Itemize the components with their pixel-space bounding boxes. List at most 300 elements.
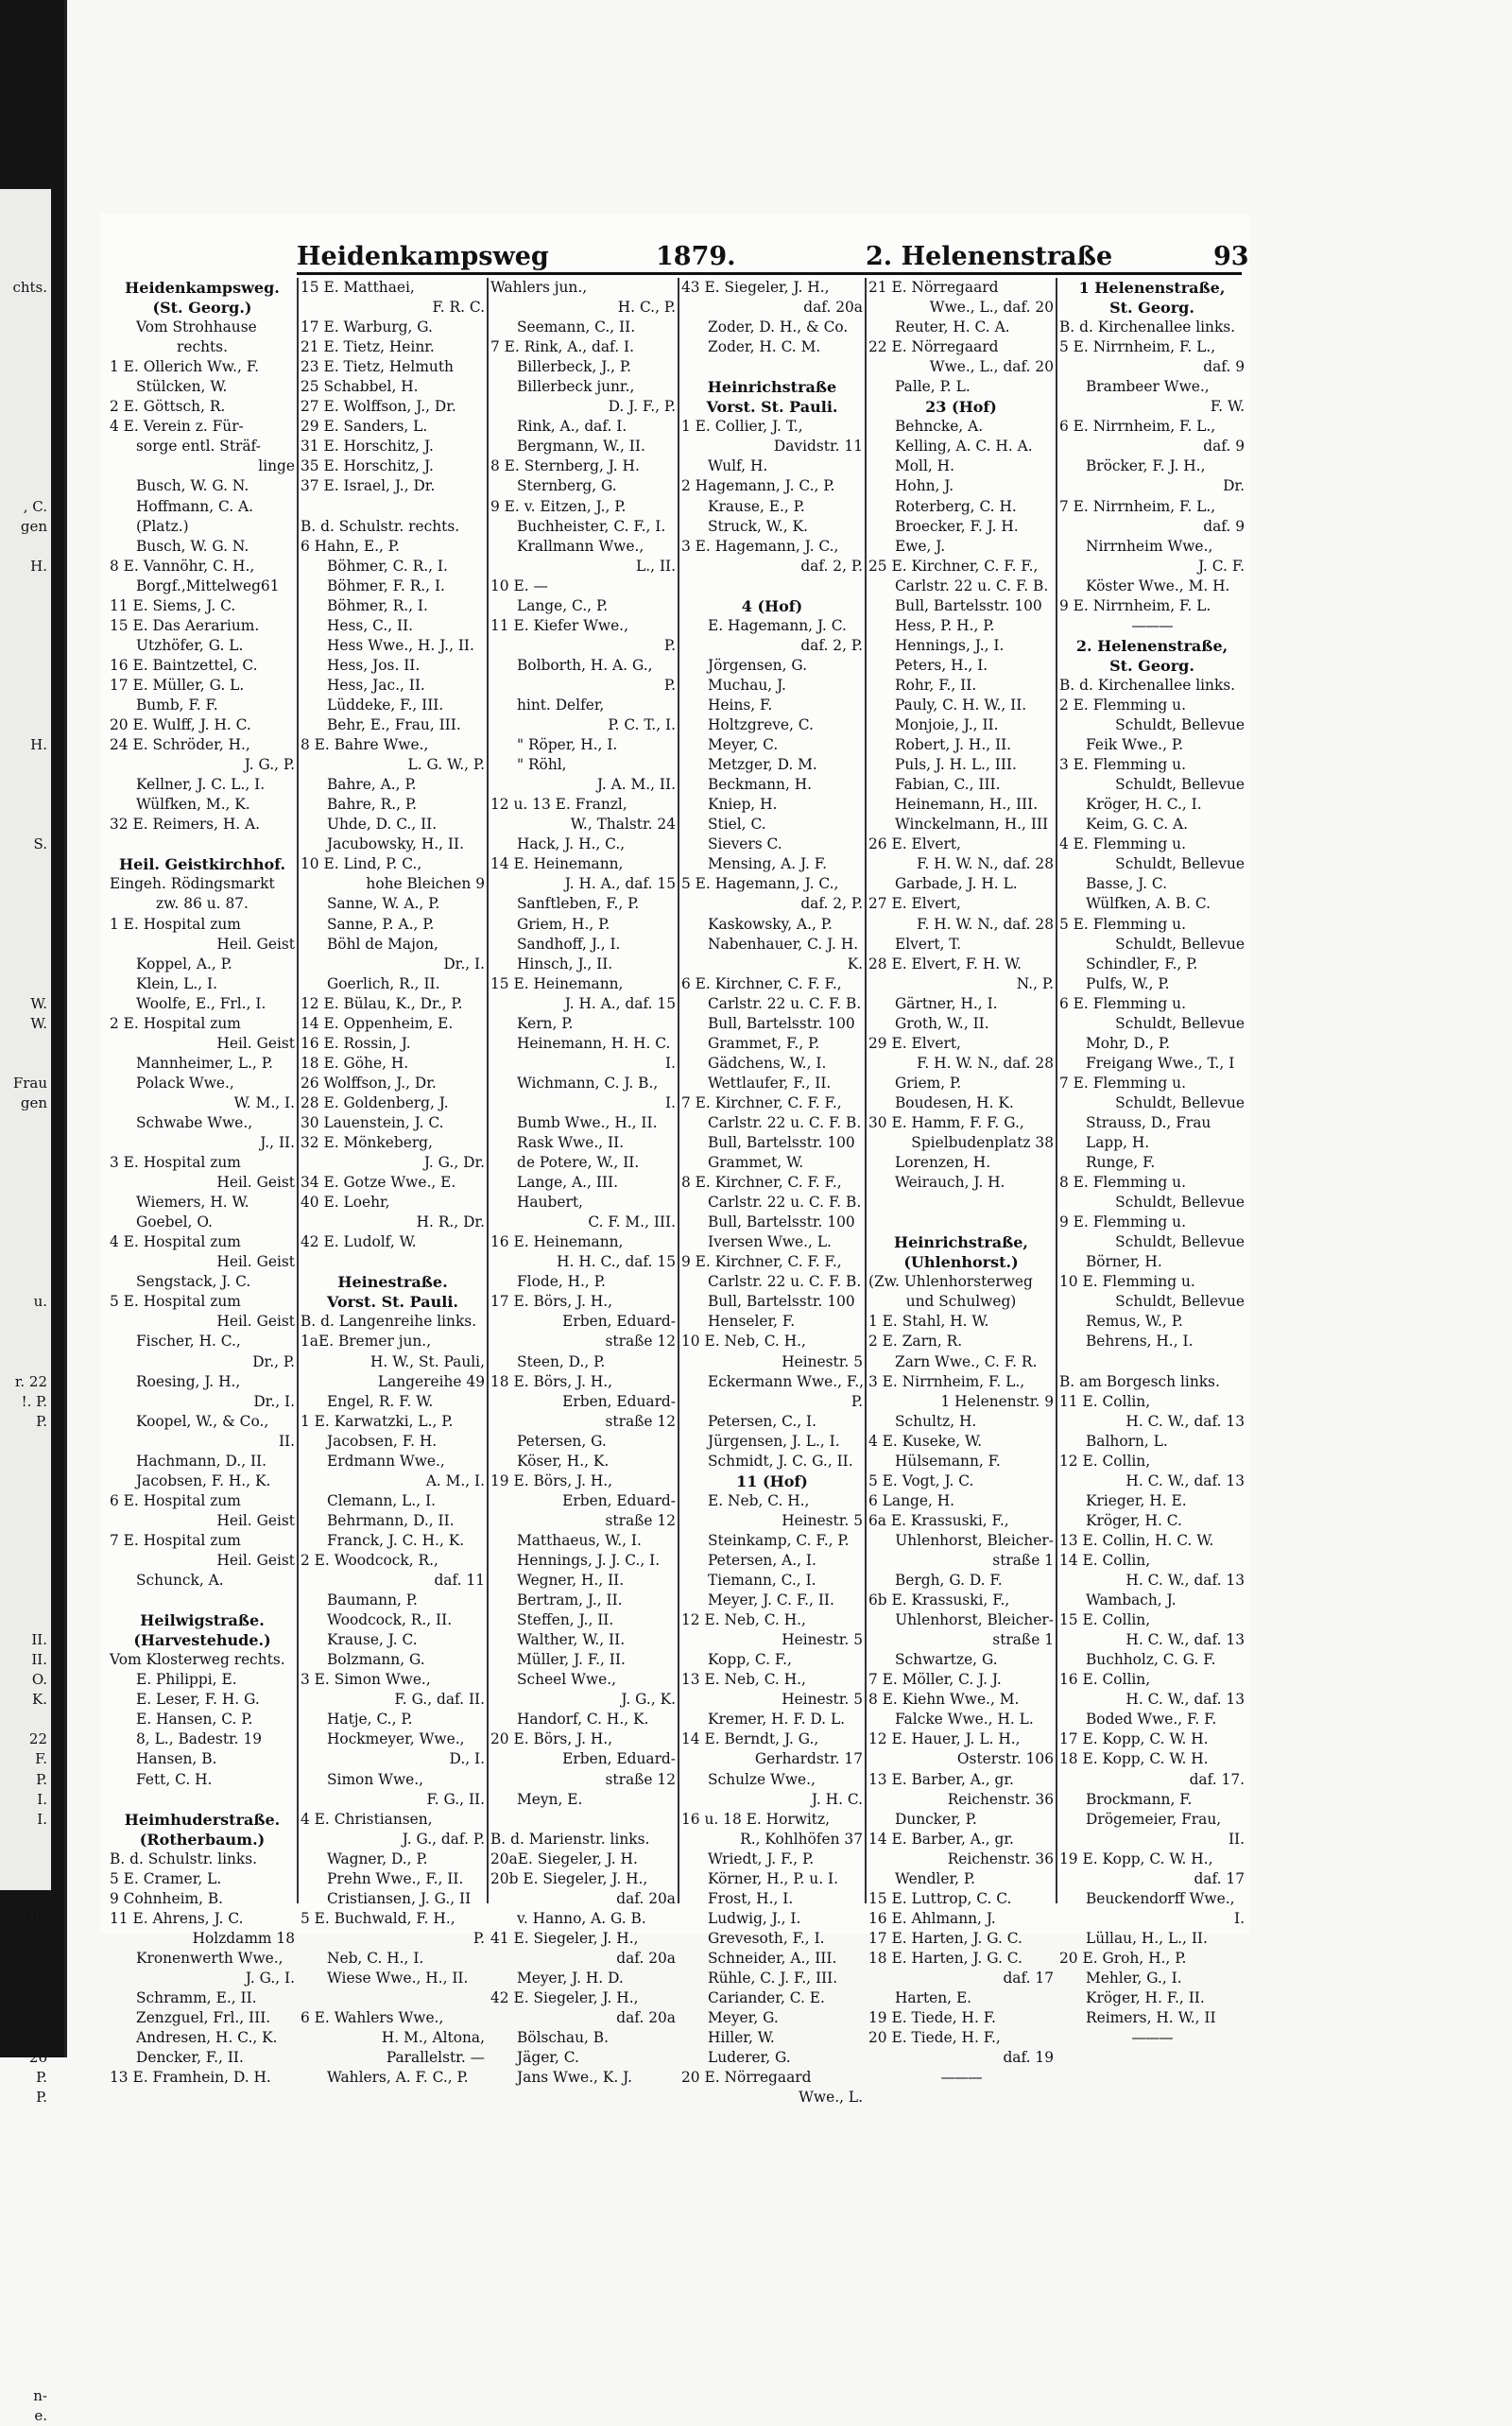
directory-entry-line: H. C. W., daf. 13 — [1125, 1631, 1245, 1649]
previous-page-fragment — [0, 1452, 51, 1471]
previous-page-fragment: 2 — [38, 1949, 47, 1967]
directory-entry-line: Schulze Wwe., — [708, 1770, 816, 1788]
previous-page-fragment — [0, 2167, 51, 2187]
directory-entry-line: Bröcker, F. J. H., — [1086, 457, 1206, 475]
directory-entry-line: 7 E. Flemming u. — [1059, 1074, 1186, 1092]
column-divider — [865, 278, 867, 1903]
directory-entry-line: Sengstack, J. C. — [136, 1273, 251, 1291]
directory-entry-line: B. d. Kirchenallee links. — [1059, 318, 1236, 336]
directory-entry-line: 17 E. Müller, G. L. — [110, 676, 245, 694]
directory-entry-line: daf. 2, P. — [800, 895, 863, 913]
street-heading: Heimhuderstraße. — [124, 1810, 281, 1829]
directory-column-4 — [681, 278, 864, 2107]
column-divider — [1056, 278, 1057, 1903]
directory-entry-line: 15 E. Matthaei, — [301, 279, 415, 296]
directory-entry-line: Grevesoth, F., I. — [708, 1929, 825, 1947]
running-header — [297, 242, 1249, 274]
directory-entry-line: Metzger, D. M. — [708, 756, 817, 774]
directory-entry-line: 21 E. Tietz, Heinr. — [301, 338, 435, 356]
directory-entry-line: Hansen, B. — [136, 1750, 217, 1768]
directory-entry-line: 1 E. Ollerich Ww., F. — [110, 358, 259, 376]
directory-entry-line: Zoder, D. H., & Co. — [708, 318, 849, 336]
directory-entry-line: N., P. — [1016, 974, 1054, 992]
directory-entry-line: 2 E. Hospital zum — [110, 1014, 241, 1032]
directory-entry-line: Jörgensen, G. — [708, 656, 808, 674]
directory-entry-line: Hennings, J. J. C., I. — [517, 1552, 661, 1569]
directory-entry-line: Hinsch, J., II. — [517, 955, 613, 972]
directory-entry-line — [1059, 1352, 1245, 1372]
directory-entry-line: Heinestr. 5 — [782, 1631, 863, 1649]
directory-entry-line: Reuter, H. C. A. — [895, 318, 1010, 336]
street-heading: St. Georg. — [1109, 299, 1194, 318]
previous-page-fragment — [0, 1929, 51, 1949]
previous-page-fragment — [0, 537, 51, 557]
directory-entry-line: 7 E. Hospital zum — [110, 1531, 241, 1549]
directory-entry-line: Lapp, H. — [1086, 1134, 1150, 1152]
directory-entry-line: H. R., Dr. — [416, 1213, 485, 1231]
directory-entry-line: F. G., daf. II. — [394, 1691, 485, 1709]
previous-page-fragment — [0, 1113, 51, 1133]
directory-entry-line: 4 E. Hospital zum — [110, 1233, 241, 1251]
directory-entry-line: Schultz, H. — [895, 1412, 977, 1430]
directory-entry-line: 4 E. Kuseke, W. — [868, 1432, 983, 1450]
directory-entry-line: 6 E. Hospital zum — [110, 1491, 241, 1509]
directory-entry-line: Clemann, L., I. — [327, 1491, 437, 1509]
street-heading: 2. Helenenstraße, — [1075, 636, 1228, 655]
directory-entry-line: 14 E. Heinemann, — [490, 855, 624, 873]
directory-entry-line: Hess, Jos. II. — [327, 656, 421, 674]
directory-entry-line: Behrens, H., I. — [1086, 1333, 1194, 1351]
directory-entry-line: Vom Klosterweg rechts. — [110, 1651, 285, 1669]
previous-page-fragment — [0, 894, 51, 914]
directory-entry-line: Wriedt, J. F., P. — [708, 1850, 815, 1867]
directory-entry-line: Struck, W., K. — [708, 517, 808, 535]
directory-entry-line: Börner, H. — [1086, 1253, 1162, 1271]
directory-entry-line: Meyer, C. — [708, 736, 779, 754]
directory-entry-line: Falcke Wwe., H. L. — [895, 1711, 1034, 1729]
directory-entry-line — [301, 1988, 485, 2008]
directory-entry-line: Meyn, E. — [517, 1790, 583, 1808]
previous-page-fragment — [0, 1034, 51, 1054]
previous-page-fragment: F. — [35, 1750, 47, 1768]
directory-entry-line: daf. 2, P. — [800, 636, 863, 654]
directory-entry-line: 6 E. Wahlers Wwe., — [301, 2009, 444, 2027]
directory-entry-line: Uhlenhorst, Bleicher- — [895, 1531, 1054, 1549]
directory-entry-line: Kern, P. — [517, 1014, 574, 1032]
directory-entry-line: Carlstr. 22 u. C. F. B. — [708, 1273, 862, 1291]
directory-entry-line: Erben, Eduard- — [562, 1491, 676, 1509]
directory-entry-line: Langereihe 49 — [377, 1372, 485, 1390]
directory-entry-line: Hiller, W. — [708, 2029, 775, 2047]
directory-entry-line: daf. 9 — [1203, 517, 1245, 535]
directory-entry-line: 7 E. Nirrnheim, F. L., — [1059, 497, 1216, 515]
directory-entry-line: Wiese Wwe., H., II. — [327, 1969, 469, 1987]
directory-entry-line — [110, 1790, 295, 1810]
previous-page-fragment — [0, 596, 51, 616]
directory-entry-line: Boded Wwe., F. F. — [1086, 1711, 1217, 1729]
header-year: 1879. — [656, 242, 736, 271]
previous-page-fragment: e. — [34, 2407, 47, 2425]
street-heading: Heinrichstraße, — [894, 1233, 1028, 1252]
previous-page-fragment: I. — [37, 1790, 47, 1808]
directory-entry-line: Kaskowsky, A., P. — [708, 915, 833, 933]
directory-entry-line: 2 E. Woodcock, R., — [301, 1552, 438, 1569]
directory-entry-line: Schindler, F., P. — [1086, 955, 1198, 972]
directory-entry-line: Behrmann, D., II. — [327, 1511, 455, 1529]
directory-entry-line: Brambeer Wwe., — [1086, 378, 1210, 396]
directory-entry-line: sorge entl. Sträf- — [136, 438, 261, 456]
previous-page-fragment — [0, 1889, 51, 1909]
directory-entry-line: 11 E. Siems, J. C. — [110, 596, 236, 614]
directory-entry-line: 26 Wolffson, J., Dr. — [301, 1074, 437, 1092]
directory-entry-line: P. — [663, 676, 676, 694]
previous-page-fragment — [0, 1213, 51, 1232]
directory-entry-line: 1 Helenenstr. 9 — [940, 1392, 1054, 1410]
directory-entry-line: Kopp, C. F., — [708, 1651, 792, 1669]
directory-entry-line: Matthaeus, W., I. — [517, 1531, 642, 1549]
directory-entry-line: 16 E. Collin, — [1059, 1671, 1151, 1689]
directory-entry-line: Simon Wwe., — [327, 1770, 424, 1788]
directory-entry-line: Utzhöfer, G. L. — [136, 636, 244, 654]
directory-entry-line: 32 E. Mönkeberg, — [301, 1134, 433, 1152]
directory-entry-line: 12 u. 13 E. Franzl, — [490, 796, 627, 814]
directory-entry-line: 23 E. Tietz, Helmuth — [301, 358, 454, 376]
header-rule — [297, 272, 1242, 275]
directory-entry-line: I. — [665, 1054, 676, 1072]
directory-entry-line: 15 E. Collin, — [1059, 1611, 1151, 1629]
directory-entry-line: 6 E. Flemming u. — [1059, 994, 1186, 1012]
directory-entry-line: Heil. Geist — [216, 1511, 295, 1529]
directory-entry-line: W., Thalstr. 24 — [570, 816, 676, 834]
directory-entry-line: Polack Wwe., — [136, 1074, 234, 1092]
directory-entry-line: 3 E. Nirrnheim, F. L., — [868, 1372, 1025, 1390]
directory-entry-line: 6 Hahn, E., P. — [301, 537, 400, 555]
directory-entry-line: 6b E. Krassuski, F., — [868, 1592, 1010, 1609]
directory-entry-line: 9 E. Flemming u. — [1059, 1213, 1186, 1231]
directory-entry-line: 5 E. Buchwald, F. H., — [301, 1909, 455, 1927]
directory-entry-line: F. H. W. N., daf. 28 — [917, 1054, 1054, 1072]
previous-page-fragment — [0, 576, 51, 596]
directory-entry-line: 18 E. Göhe, H. — [301, 1054, 409, 1072]
previous-page-fragment — [0, 377, 51, 397]
previous-page-fragment — [0, 1471, 51, 1491]
directory-entry-line: Puls, J. H. L., III. — [895, 756, 1017, 774]
directory-entry-line: 19 E. Kopp, C. W. H., — [1059, 1850, 1213, 1867]
previous-page-fragment — [0, 2188, 51, 2208]
previous-page-fragment — [0, 696, 51, 715]
directory-entry-line: (Zw. Uhlenhorsterweg — [868, 1273, 1033, 1291]
directory-entry-line: hohe Bleichen 9 — [366, 875, 485, 893]
directory-entry-line: Fett, C. H. — [136, 1770, 213, 1788]
directory-column-1 — [110, 278, 295, 2087]
directory-entry-line: Heil. Geist — [216, 935, 295, 953]
directory-entry-line: Hess, P. H., P. — [895, 616, 995, 634]
previous-page-fragment — [0, 2127, 51, 2147]
directory-entry-line: 3 E. Simon Wwe., — [301, 1671, 431, 1689]
directory-entry-line: Köster Wwe., M. H. — [1086, 576, 1230, 594]
previous-page-fragment — [0, 2287, 51, 2307]
directory-entry-line: 7 E. Rink, A., daf. I. — [490, 338, 634, 356]
directory-entry-line: I. — [1234, 1909, 1245, 1927]
directory-entry-line: Bergh, G. D. F. — [895, 1572, 1003, 1590]
directory-entry-line: 5 E. Hospital zum — [110, 1293, 241, 1311]
directory-entry-line: Carlstr. 22 u. C. F. B. — [708, 1113, 862, 1131]
previous-page-fragment — [0, 974, 51, 994]
previous-page-fragment — [0, 1511, 51, 1531]
directory-entry-line: Balhorn, L. — [1086, 1432, 1168, 1450]
directory-entry-line: D., I. — [449, 1750, 485, 1768]
directory-entry-line: Steen, D., P. — [517, 1352, 606, 1370]
directory-entry-line: 28 E. Elvert, F. H. W. — [868, 955, 1022, 972]
directory-entry-line: 2 E. Göttsch, R. — [110, 398, 226, 416]
directory-entry-line: Wichmann, C. J. B., — [517, 1074, 659, 1092]
directory-entry-line: 1 E. Karwatzki, L., P. — [301, 1412, 454, 1430]
directory-entry-line: Billerbeck, J., P. — [517, 358, 632, 376]
previous-page-fragment: gen — [20, 517, 47, 535]
directory-entry-line: daf. 9 — [1203, 438, 1245, 456]
directory-entry-line: W. M., I. — [233, 1093, 295, 1111]
directory-entry-line: Uhlenhorst, Bleicher- — [895, 1611, 1054, 1629]
directory-entry-line: J. G., I. — [245, 1969, 295, 1987]
directory-entry-line: J. H. A., daf. 15 — [564, 994, 676, 1012]
previous-page-fragment: P. — [36, 2089, 47, 2107]
directory-entry-line — [110, 834, 295, 854]
directory-entry-line: 4 E. Verein z. Für- — [110, 418, 244, 436]
directory-entry-line: Hatje, C., P. — [327, 1711, 413, 1729]
directory-entry-line: daf. 20a — [803, 299, 863, 317]
directory-entry-line: 1 E. Hospital zum — [110, 915, 241, 933]
directory-entry-line: 27 E. Wolffson, J., Dr. — [301, 398, 456, 416]
directory-entry-line: Engel, R. F. W. — [327, 1392, 434, 1410]
previous-page-fragment — [0, 357, 51, 377]
directory-entry-line — [681, 576, 863, 596]
directory-entry-line: Jacubowsky, H., II. — [327, 835, 464, 853]
directory-entry-line: H. C. W., daf. 13 — [1125, 1471, 1245, 1489]
directory-entry-line: Handorf, C. H., K. — [517, 1711, 649, 1729]
directory-entry-line: Cariander, C. E. — [708, 1989, 825, 2007]
previous-page-fragment — [0, 2008, 51, 2028]
directory-entry-line: 42 E. Ludolf, W. — [301, 1233, 417, 1251]
directory-entry-line: Stülcken, W. — [136, 378, 228, 396]
directory-entry-line: 10 E. — — [490, 576, 548, 594]
directory-entry-line: 3 E. Hagemann, J. C., — [681, 537, 839, 555]
directory-entry-line: Drögemeier, Frau, — [1086, 1810, 1222, 1828]
directory-entry-line: Bull, Bartelsstr. 100 — [708, 1213, 855, 1231]
directory-entry-line: Feik Wwe., P. — [1086, 736, 1183, 754]
directory-entry-line: Bertram, J., II. — [517, 1592, 623, 1609]
directory-entry-line: Beckmann, H. — [708, 776, 813, 794]
directory-entry-line: Holtzgreve, C. — [708, 716, 814, 734]
directory-entry-line: 20 E. Tiede, H. F., — [868, 2029, 1001, 2047]
previous-page-fragment: II. — [31, 1651, 47, 1669]
directory-entry-line: 20b E. Siegeler, J. H., — [490, 1869, 648, 1887]
column-divider — [678, 278, 679, 1903]
directory-entry-line: Garbade, J. H. L. — [895, 875, 1018, 893]
directory-entry-line: Brockmann, F. — [1086, 1790, 1193, 1808]
directory-entry-line: J. A. M., II. — [596, 776, 676, 794]
directory-entry-line: Hachmann, D., II. — [136, 1452, 267, 1470]
directory-entry-line: Hack, J. H., C., — [517, 835, 626, 853]
directory-entry-line: 6a E. Krassuski, F., — [868, 1511, 1009, 1529]
previous-page-fragment — [0, 397, 51, 417]
previous-page-fragment — [0, 1252, 51, 1272]
directory-entry-line: Palle, P. L. — [895, 378, 971, 396]
directory-entry-line — [301, 497, 485, 517]
directory-entry-line: Meyer, G. — [708, 2009, 779, 2027]
directory-entry-line: 7 E. Möller, C. J. J. — [868, 1671, 1002, 1689]
previous-page-fragment — [0, 636, 51, 656]
directory-entry-line: Reichenstr. 36 — [947, 1790, 1054, 1808]
previous-page-fragment — [0, 1491, 51, 1511]
directory-entry-line: 13 E. Barber, A., gr. — [868, 1770, 1014, 1788]
directory-entry-line: Heil. Geist — [216, 1253, 295, 1271]
directory-entry-line: Hohn, J. — [895, 477, 954, 495]
section-separator: ——— — [1131, 616, 1173, 634]
street-heading: Heinrichstraße — [707, 378, 837, 397]
directory-entry-line: Bolborth, H. A. G., — [517, 656, 653, 674]
street-heading: Heilwigstraße. — [140, 1611, 265, 1630]
directory-entry-line: L., II. — [636, 557, 676, 575]
directory-entry-line: Wahlers jun., — [490, 279, 588, 296]
previous-page-fragment: 22 — [28, 1730, 47, 1748]
directory-entry-line: Wülfken, M., K. — [136, 796, 250, 814]
previous-page-fragment — [0, 437, 51, 456]
previous-page-fragment — [0, 1551, 51, 1571]
previous-page-fragment — [0, 1710, 51, 1729]
directory-entry-line: Steffen, J., II. — [517, 1611, 614, 1629]
directory-entry-line: Wwe., L. — [799, 2089, 863, 2107]
directory-entry-line: Haubert, — [517, 1194, 583, 1212]
directory-entry-line: Freigang Wwe., T., I — [1086, 1054, 1235, 1072]
previous-page-fragment — [0, 337, 51, 357]
directory-entry-line: 5 E. Flemming u. — [1059, 915, 1186, 933]
previous-page-fragment: S. — [33, 835, 47, 853]
previous-page-fragment — [0, 616, 51, 636]
previous-page-fragment — [0, 1332, 51, 1351]
directory-entry-line: Behncke, A. — [895, 418, 984, 436]
directory-entry-line: Gädchens, W., I. — [708, 1054, 827, 1072]
directory-entry-line: 40 E. Loehr, — [301, 1194, 390, 1212]
previous-page-fragment — [0, 1133, 51, 1153]
directory-entry-line: Heil. Geist — [216, 1313, 295, 1331]
directory-entry-line: Iversen Wwe., L. — [708, 1233, 832, 1251]
directory-entry-line: zw. 86 u. 87. — [156, 895, 249, 913]
previous-page-fragment: H. — [30, 736, 47, 754]
directory-entry-line: Carlstr. 22 u. C. F. B. — [895, 576, 1049, 594]
directory-entry-line: 8 E. Bahre Wwe., — [301, 736, 429, 754]
directory-entry-line: F. H. W. N., daf. 28 — [917, 915, 1054, 933]
directory-column-3 — [490, 278, 676, 2087]
previous-page-fragment — [0, 1591, 51, 1610]
directory-entry-line: Dr., I. — [253, 1392, 295, 1410]
previous-page-fragment: chts. — [12, 279, 47, 296]
directory-entry-line: 10 E. Flemming u. — [1059, 1273, 1195, 1291]
directory-entry-line: straße 1 — [992, 1552, 1054, 1569]
directory-entry-line: Eckermann Wwe., F., — [708, 1372, 864, 1390]
directory-entry-line: 20 E. Nörregaard — [681, 2069, 812, 2087]
directory-entry-line: 9 Cohnheim, B. — [110, 1889, 224, 1907]
previous-page-fragment — [0, 298, 51, 318]
directory-entry-line: Prehn Wwe., F., II. — [327, 1869, 464, 1887]
directory-entry-line: hint. Delfer, — [517, 696, 605, 714]
directory-entry-line: Peters, H., I. — [895, 656, 988, 674]
directory-entry-line: H. W., St. Pauli, — [369, 1352, 485, 1370]
directory-entry-line: 8 E. Flemming u. — [1059, 1174, 1186, 1192]
directory-entry-line: Sievers C. — [708, 835, 782, 853]
directory-entry-line: 9 E. Nirrnheim, F. L. — [1059, 596, 1211, 614]
directory-entry-line: 17 E. Warburg, G. — [301, 318, 433, 336]
directory-entry-line: 18 E. Kopp, C. W. H. — [1059, 1750, 1209, 1768]
previous-page-fragment — [0, 676, 51, 696]
previous-page-fragment — [0, 656, 51, 676]
directory-entry-line: Wegner, H., II. — [517, 1572, 625, 1590]
directory-entry-line: 16 E. Rossin, J. — [301, 1034, 411, 1052]
directory-entry-line: II. — [278, 1432, 295, 1450]
previous-page-fragment — [0, 955, 51, 974]
directory-entry-line: straße 12 — [605, 1412, 676, 1430]
directory-entry-line: Mohr, D., P. — [1086, 1034, 1170, 1052]
directory-entry-line: Lange, A., III. — [517, 1174, 618, 1192]
directory-entry-line: Kröger, H. C. — [1086, 1511, 1182, 1529]
previous-page-fragment: W. — [30, 994, 47, 1012]
directory-entry-line: Heil. Geist — [216, 1552, 295, 1569]
directory-entry-line: Hülsemann, F. — [895, 1452, 1001, 1470]
directory-entry-line: 8 E. Kirchner, C. F. F., — [681, 1174, 842, 1192]
directory-entry-line: Andresen, H. C., K. — [136, 2029, 278, 2047]
directory-entry-line: Wulf, H. — [708, 457, 768, 475]
directory-entry-line: Schuldt, Bellevue — [1115, 855, 1245, 873]
directory-entry-line: 24 E. Schröder, H., — [110, 736, 250, 754]
directory-entry-line: Davidstr. 11 — [773, 438, 863, 456]
directory-entry-line: 16 E. Baintzettel, C. — [110, 656, 258, 674]
directory-entry-line: C. F. M., III. — [588, 1213, 676, 1231]
directory-entry-line: Hess, Jac., II. — [327, 676, 425, 694]
directory-entry-line: Fabian, C., III. — [895, 776, 1001, 794]
directory-entry-line: J. G., Dr. — [423, 1154, 485, 1172]
directory-entry-line: F. R. C. — [432, 299, 485, 317]
directory-entry-line: 18 E. Börs, J. H., — [490, 1372, 613, 1390]
directory-entry-line: Lüllau, H., L., II. — [1086, 1929, 1208, 1947]
page-number: 93 — [1213, 242, 1249, 271]
directory-entry-line: 13 E. Neb, C. H., — [681, 1671, 806, 1689]
directory-entry-line: Beuckendorff Wwe., — [1086, 1889, 1235, 1907]
directory-entry-line: Mannheimer, L., P. — [136, 1054, 273, 1072]
directory-entry-line: Bull, Bartelsstr. 100 — [708, 1134, 855, 1152]
directory-entry-line — [301, 1252, 485, 1272]
directory-entry-line: B. d. Schulstr. links. — [110, 1850, 258, 1867]
directory-entry-line: Böhmer, R., I. — [327, 596, 428, 614]
directory-entry-line: Kellner, J. C. L., I. — [136, 776, 266, 794]
previous-page-fragment — [0, 2247, 51, 2267]
directory-entry-line: Hess Wwe., H. J., II. — [327, 636, 474, 654]
directory-entry-line: Hoffmann, C. A. — [136, 497, 254, 515]
directory-entry-line: Jürgensen, J. L., I. — [708, 1432, 840, 1450]
directory-entry-line: Kröger, H. C., I. — [1086, 796, 1202, 814]
directory-entry-line: Luderer, G. — [708, 2049, 791, 2067]
directory-entry-line: Kremer, H. F. D. L. — [708, 1711, 846, 1729]
directory-entry-line: Erben, Eduard- — [562, 1313, 676, 1331]
directory-entry-line: Schmidt, J. C. G., II. — [708, 1452, 853, 1470]
directory-entry-line: Zoder, H. C. M. — [708, 338, 821, 356]
directory-entry-line: daf. 9 — [1203, 358, 1245, 376]
directory-entry-line: Erben, Eduard- — [562, 1750, 676, 1768]
directory-entry-line: Schuldt, Bellevue — [1115, 1233, 1245, 1251]
directory-entry-line: Zenzguel, Frl., III. — [136, 2009, 271, 2027]
directory-entry-line: Koppel, A., P. — [136, 955, 232, 972]
directory-entry-line: Wülfken, A. B. C. — [1086, 895, 1211, 913]
directory-entry-line: 4 E. Christiansen, — [301, 1810, 433, 1828]
directory-entry-line: Zarn Wwe., C. F. R. — [895, 1352, 1038, 1370]
